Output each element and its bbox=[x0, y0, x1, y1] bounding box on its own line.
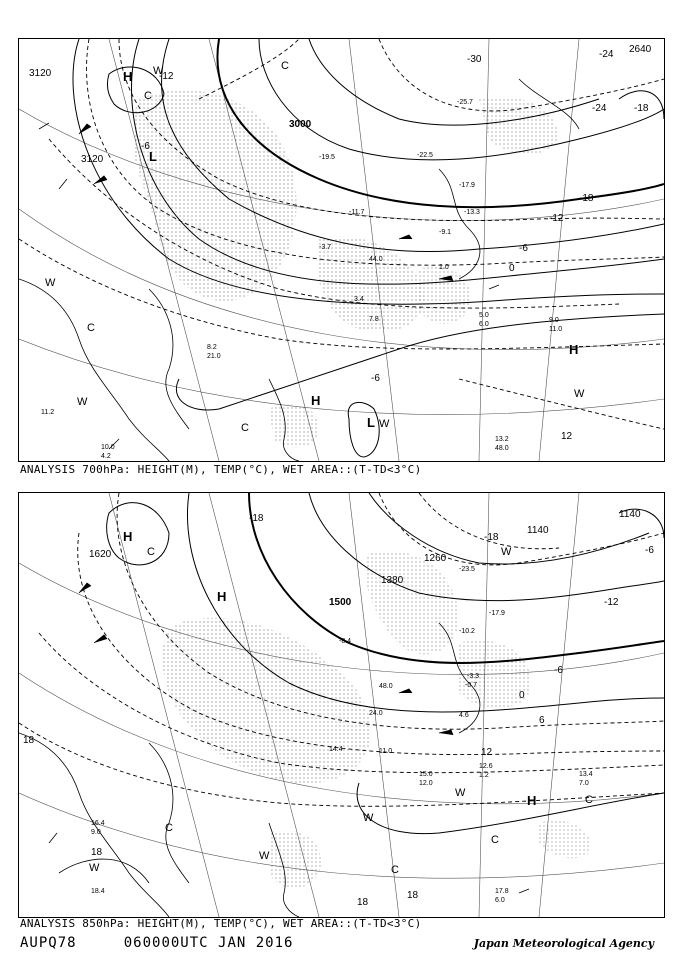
map-panel-700hpa bbox=[18, 38, 665, 462]
height-label: 3120 bbox=[29, 68, 52, 79]
station-obs: 8.2 bbox=[207, 344, 217, 351]
station-obs: -11.7 bbox=[349, 209, 365, 216]
station-obs: -3.7 bbox=[319, 244, 332, 251]
station-obs: 10.0 bbox=[101, 444, 115, 451]
warm-center-mark: W bbox=[379, 418, 390, 430]
station-obs: -17.9 bbox=[489, 610, 505, 617]
map-850hpa-svg bbox=[19, 493, 664, 917]
temperature-label: 6 bbox=[539, 715, 545, 726]
height-label: 3120 bbox=[81, 154, 104, 165]
station-obs: 11.0 bbox=[549, 326, 563, 333]
temperature-label: -18 bbox=[484, 532, 499, 543]
warm-center-mark: W bbox=[89, 862, 100, 874]
wet-area-shading bbox=[162, 551, 591, 888]
high-pressure-mark: H bbox=[123, 69, 133, 84]
warm-center-mark: W bbox=[45, 277, 56, 289]
warm-center-mark: W bbox=[501, 546, 512, 558]
caption-850hpa: ANALYSIS 850hPa: HEIGHT(M), TEMP(°C), WET AREA::(T-TD<3°C) bbox=[20, 917, 422, 930]
warm-center-mark: W bbox=[363, 812, 374, 824]
station-obs: 11.0 bbox=[379, 748, 393, 755]
low-pressure-mark: L bbox=[367, 415, 375, 430]
station-obs: 9.0 bbox=[91, 829, 101, 836]
station-obs: -25.7 bbox=[457, 99, 473, 106]
temperature-label: -12 bbox=[604, 597, 619, 608]
station-obs: 6.0 bbox=[495, 897, 505, 904]
station-obs: 11.2 bbox=[41, 409, 55, 416]
temperature-label: -6 bbox=[645, 545, 654, 556]
temperature-label: -18 bbox=[579, 193, 594, 204]
station-obs: 1.2 bbox=[479, 772, 489, 779]
station-obs: 44.0 bbox=[369, 256, 383, 263]
station-obs: 18.4 bbox=[91, 888, 105, 895]
temperature-label: 12 bbox=[481, 747, 493, 758]
temperature-label: -6 bbox=[371, 373, 380, 384]
warm-center-mark: W bbox=[574, 388, 585, 400]
temperature-label: 18 bbox=[407, 890, 419, 901]
high-pressure-mark: H bbox=[527, 793, 537, 808]
station-obs: -22.5 bbox=[417, 152, 433, 159]
wet-area-shading bbox=[132, 90, 559, 447]
temperature-label: 0 bbox=[519, 690, 525, 701]
station-obs: 4.2 bbox=[101, 453, 111, 460]
station-obs: 24.0 bbox=[369, 710, 383, 717]
station-obs: 7.8 bbox=[369, 316, 379, 323]
station-obs: -8.4 bbox=[339, 638, 352, 645]
warm-center-mark: W bbox=[455, 787, 466, 799]
cold-center-mark: C bbox=[241, 422, 249, 434]
temperature-label: 0 bbox=[509, 263, 515, 274]
temperature-label: -30 bbox=[467, 54, 482, 65]
station-obs: 12.0 bbox=[419, 780, 433, 787]
station-obs: 4.6 bbox=[459, 712, 469, 719]
cold-center-mark: C bbox=[87, 322, 95, 334]
station-obs: 17.8 bbox=[495, 888, 509, 895]
warm-center-mark: W bbox=[259, 850, 270, 862]
temperature-label: 18 bbox=[91, 847, 103, 858]
height-label: 1140 bbox=[619, 509, 641, 520]
caption-700hpa: ANALYSIS 700hPa: HEIGHT(M), TEMP(°C), WET AREA::(T-TD<3°C) bbox=[20, 463, 422, 476]
temperature-label: 18 bbox=[357, 897, 369, 908]
temperature-label: -24 bbox=[599, 49, 614, 60]
height-label: 2640 bbox=[629, 44, 652, 55]
station-obs: 14.4 bbox=[329, 746, 343, 753]
temperature-label: 12 bbox=[561, 431, 573, 442]
station-obs: -23.5 bbox=[459, 566, 475, 573]
station-obs-group bbox=[41, 99, 562, 460]
height-label-group bbox=[89, 509, 641, 608]
station-obs: 5.0 bbox=[479, 312, 489, 319]
station-obs: -3.3 bbox=[467, 673, 480, 680]
station-obs: 21.0 bbox=[207, 353, 221, 360]
height-label: 1260 bbox=[424, 553, 447, 564]
height-label-group bbox=[29, 44, 652, 165]
cold-center-mark: C bbox=[491, 834, 499, 846]
station-obs: -10.2 bbox=[459, 628, 475, 635]
map-700hpa-svg bbox=[19, 39, 664, 461]
temperature-contours bbox=[19, 39, 664, 429]
map-panel-850hpa bbox=[18, 492, 665, 918]
height-label: 1380 bbox=[381, 575, 404, 586]
station-obs: 7.0 bbox=[579, 780, 589, 787]
station-obs: 48.0 bbox=[495, 445, 509, 452]
station-obs: -13.3 bbox=[464, 209, 480, 216]
station-obs: 15.0 bbox=[419, 771, 433, 778]
warm-center-mark: W bbox=[153, 65, 164, 77]
station-obs: 48.0 bbox=[379, 683, 393, 690]
temperature-label: -24 bbox=[592, 103, 607, 114]
temperature-label: -6 bbox=[519, 243, 528, 254]
station-obs: 13.2 bbox=[495, 436, 509, 443]
warm-center-mark: W bbox=[77, 396, 88, 408]
station-obs: -17.9 bbox=[459, 182, 475, 189]
station-obs: 1.0 bbox=[439, 264, 449, 271]
cold-center-mark: C bbox=[281, 60, 289, 72]
height-label: 1620 bbox=[89, 549, 112, 560]
cold-center-mark: C bbox=[585, 794, 593, 806]
bulletin-time: 060000UTC JAN 2016 bbox=[123, 935, 294, 951]
bulletin-code: AUPQ78 bbox=[20, 935, 77, 951]
temperature-label: 18 bbox=[23, 735, 35, 746]
temperature-label: -6 bbox=[141, 141, 150, 152]
bulletin-header bbox=[20, 935, 293, 951]
cold-center-mark: C bbox=[165, 822, 173, 834]
station-obs: 9.0 bbox=[549, 317, 559, 324]
agency-credit: Japan Meteorological Agency bbox=[473, 937, 654, 950]
temperature-label: -12 bbox=[159, 71, 174, 82]
high-pressure-mark: H bbox=[217, 589, 227, 604]
cold-center-mark: C bbox=[144, 90, 152, 102]
temperature-label: -18 bbox=[634, 103, 649, 114]
high-pressure-mark: H bbox=[569, 342, 579, 357]
station-obs: 6.0 bbox=[479, 321, 489, 328]
station-obs: -0.7 bbox=[465, 682, 478, 689]
station-obs: 16.4 bbox=[91, 820, 105, 827]
height-label: 1500 bbox=[329, 597, 352, 608]
temperature-label: -6 bbox=[554, 665, 563, 676]
station-obs: -9.1 bbox=[439, 229, 452, 236]
station-obs: 13.4 bbox=[579, 771, 593, 778]
height-label: 1140 bbox=[527, 525, 549, 536]
high-pressure-mark: H bbox=[311, 393, 321, 408]
temperature-label: -12 bbox=[549, 213, 564, 224]
cold-center-mark: C bbox=[391, 864, 399, 876]
cold-center-mark: C bbox=[147, 546, 155, 558]
temperature-label: -18 bbox=[249, 513, 264, 524]
height-label: 3000 bbox=[289, 119, 312, 130]
station-obs: 12.6 bbox=[479, 763, 493, 770]
station-obs: -19.5 bbox=[319, 154, 335, 161]
high-pressure-mark: H bbox=[123, 529, 133, 544]
low-pressure-mark: L bbox=[149, 149, 157, 164]
station-obs: 3.4 bbox=[354, 296, 364, 303]
